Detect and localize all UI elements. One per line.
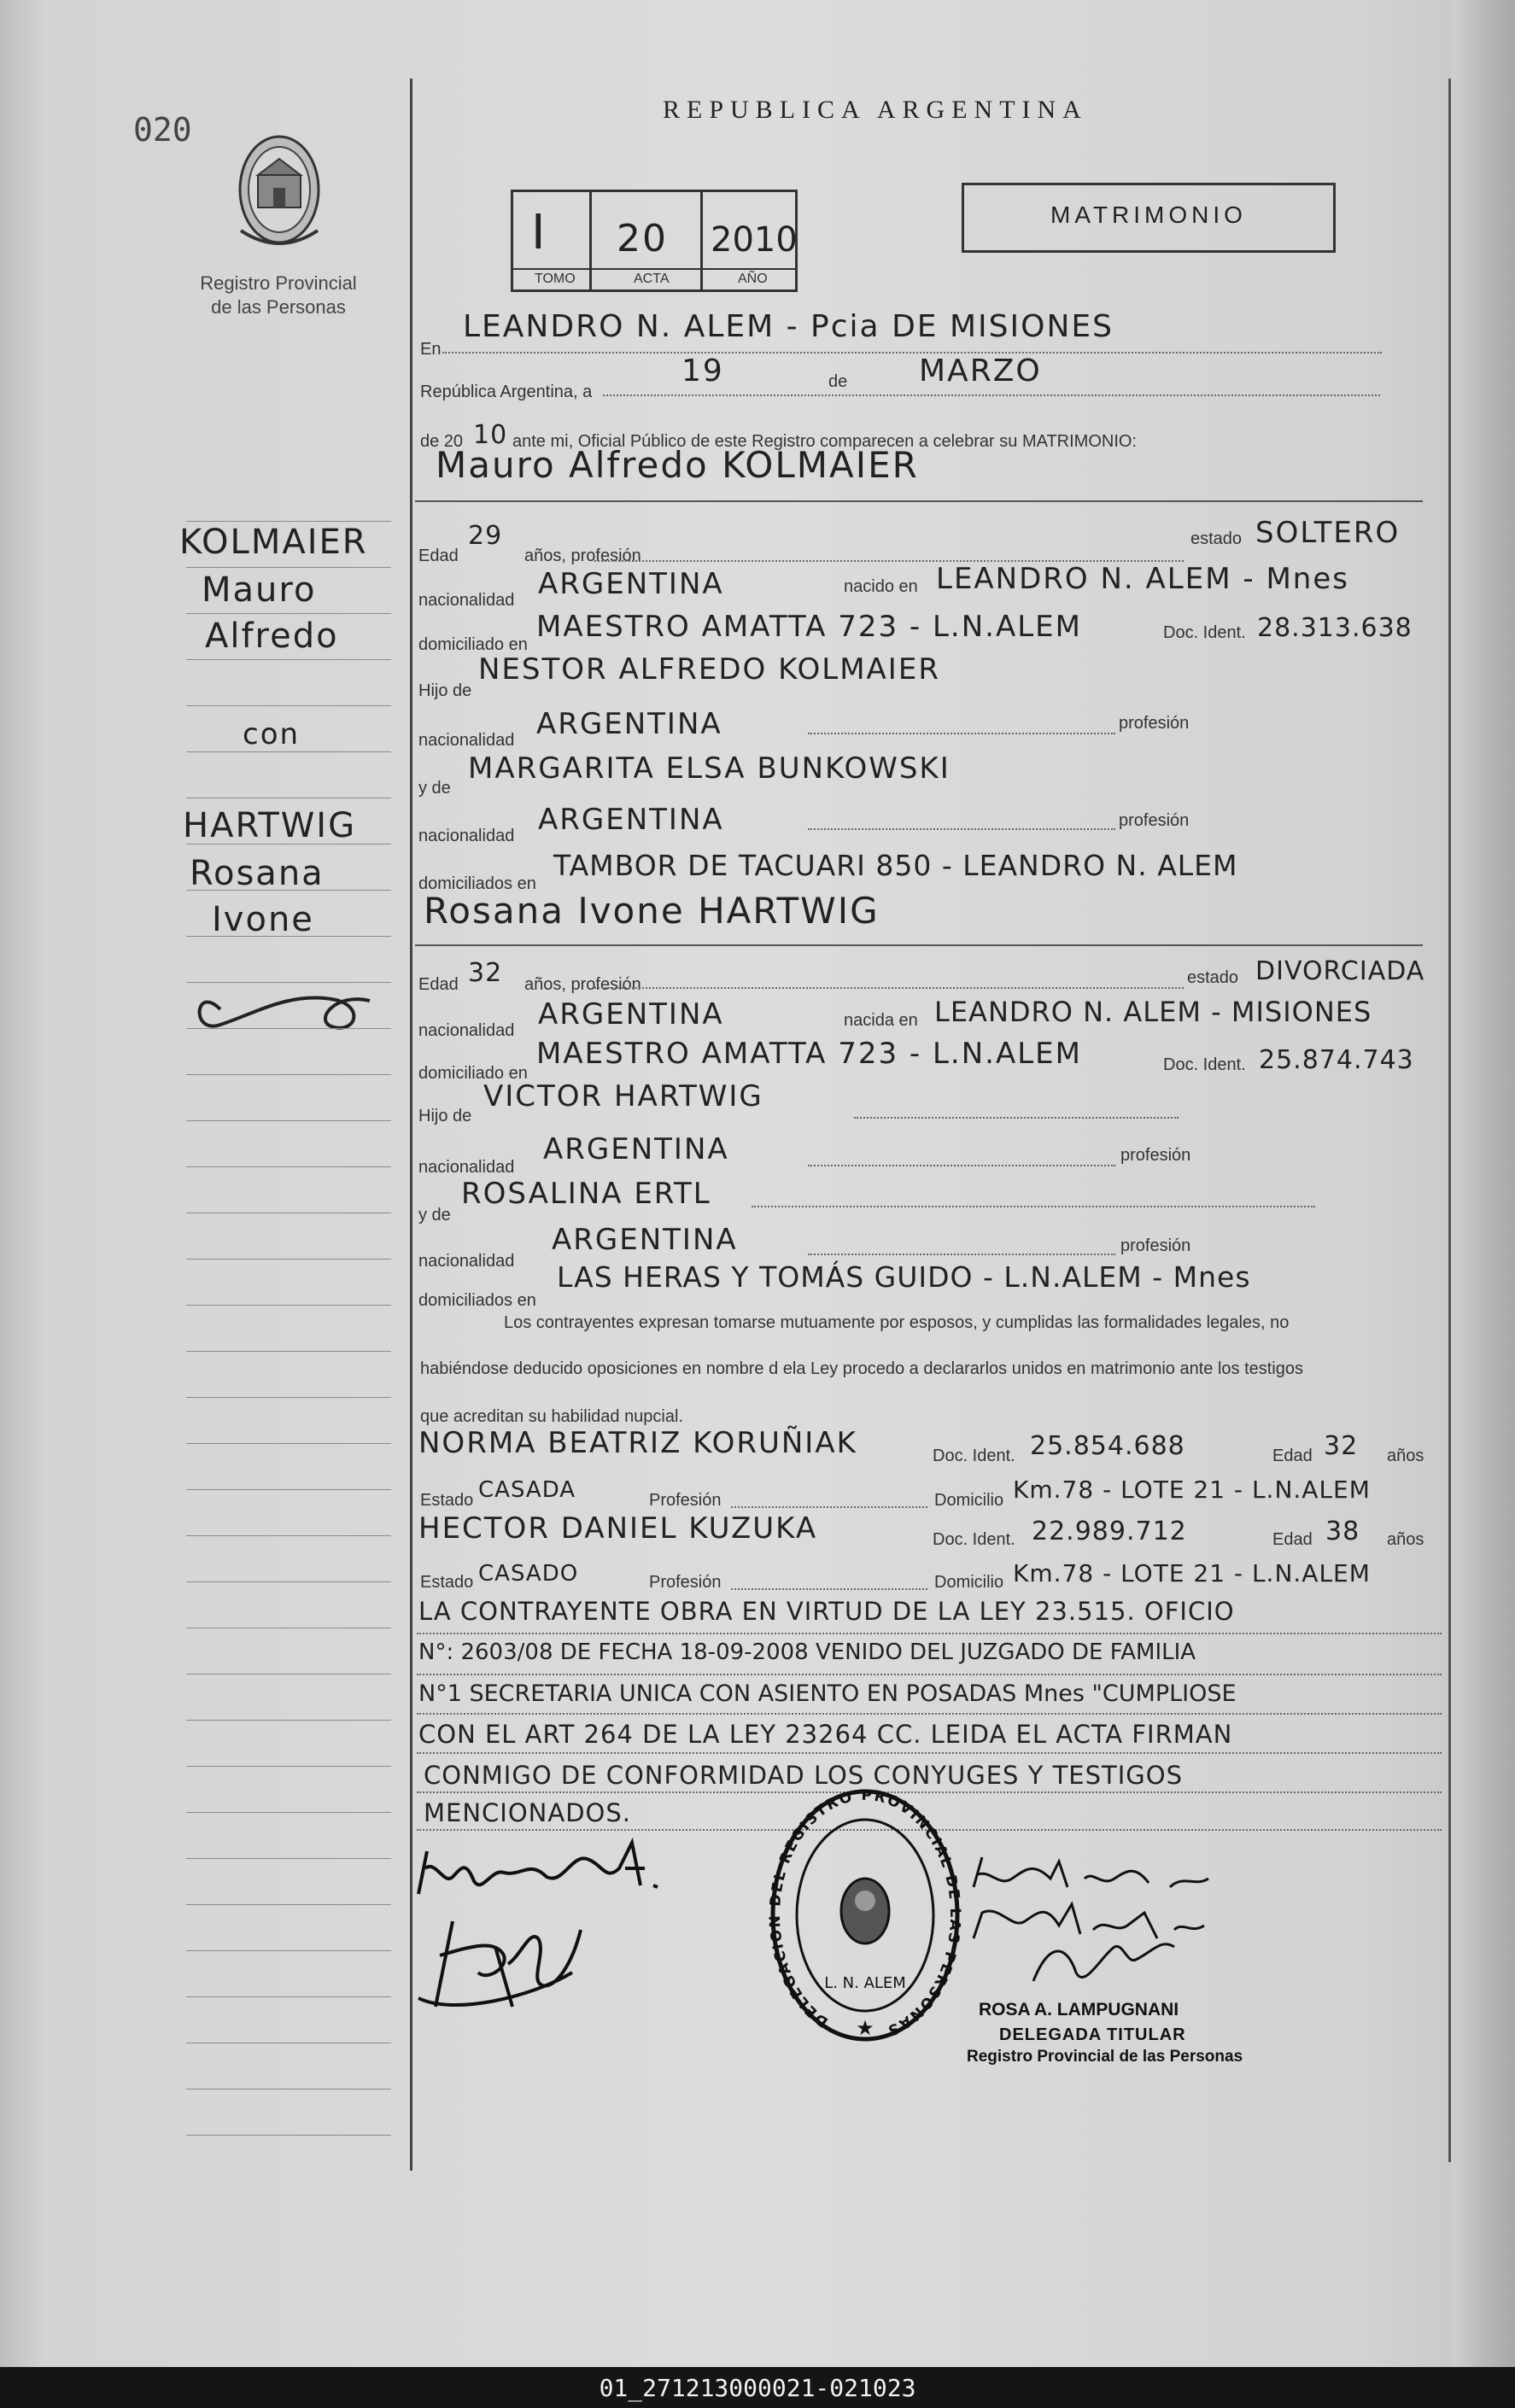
groom-nacionalidad: ARGENTINA [538,567,724,601]
page-number: 020 [133,111,192,149]
witness1-doc-label: Doc. Ident. [933,1447,1015,1465]
margin-flourish [186,975,391,1043]
intro-statement: ante mi, Oficial Público de este Registro comparecen a celebrar su MATRIMONIO: [512,432,1138,451]
margin-rule [186,567,391,568]
note-line-6: MENCIONADOS. [424,1798,631,1827]
ano-value: 2010 [711,220,798,260]
margin-rule [186,1996,391,1997]
bride-parents-dom-label: domiciliados en [418,1291,536,1310]
bride-father-prof-label: profesión [1120,1146,1191,1165]
margin-rule [186,1120,391,1121]
bride-full-name: Rosana Ivone HARTWIG [424,890,880,932]
ceremony-month: MARZO [919,354,1042,389]
witness2-name: HECTOR DANIEL KUZUKA [418,1511,818,1546]
ceremony-place: LEANDRO N. ALEM - Pcia DE MISIONES [463,309,1114,344]
bride-yde-label: y de [418,1206,451,1224]
witness2-domicilio: Km.78 - LOTE 21 - L.N.ALEM [1013,1559,1371,1587]
margin-rule [186,1535,391,1536]
margin-bride-surname: HARTWIG [183,806,357,845]
groom-estado: SOLTERO [1255,516,1401,550]
witness2-estado-label: Estado [420,1573,474,1592]
margin-groom-given2: Alfredo [205,617,339,656]
bride-nac-label: nacionalidad [418,1021,515,1040]
note-line-5: CONMIGO DE CONFORMIDAD LOS CONYUGES Y TESTIGOS [424,1761,1183,1790]
acta-label: ACTA [634,272,670,286]
bride-doc: 25.874.743 [1259,1045,1414,1075]
margin-rule [186,1904,391,1905]
margin-rule [186,1720,391,1721]
groom-dom-label: domiciliado en [418,635,528,654]
margin-rule [186,1950,391,1951]
margin-rule [186,936,391,937]
groom-mother-nac-label: nacionalidad [418,827,515,845]
witness1-estado-label: Estado [420,1491,474,1510]
document-type: MATRIMONIO [1050,202,1247,228]
margin-rule [186,1581,391,1582]
stamp-ring-text: DELEGACION DEL REGISTRO PROVINCIAL DE LAS PERSONAS [767,1786,963,2040]
margin-rule [186,751,391,752]
witness1-dom-label: Domicilio [934,1491,1004,1510]
bride-address: MAESTRO AMATTA 723 - L.N.ALEM [536,1037,1082,1071]
margin-rule [186,1397,391,1398]
bride-age: 32 [468,958,503,988]
bride-nacida-label: nacida en [844,1011,918,1030]
margin-rule [186,613,391,614]
margin-rule [186,1443,391,1444]
groom-full-name: Mauro Alfredo KOLMAIER [436,444,919,486]
groom-address: MAESTRO AMATTA 723 - L.N.ALEM [536,610,1082,644]
margin-bride-given1: Rosana [190,854,325,893]
margin-connector: con [243,717,301,751]
margin-groom-given1: Mauro [202,570,317,610]
groom-parents-address: TAMBOR DE TACUARI 850 - LEANDRO N. ALEM [553,849,1238,882]
witness2-prof-label: Profesión [649,1573,722,1592]
provincial-crest-icon [232,128,326,256]
witness1-name: NORMA BEATRIZ KORUÑIAK [418,1426,857,1460]
margin-rule [186,1351,391,1352]
bride-anos-label: años, profesión [524,975,641,994]
note-rule [417,1752,1442,1754]
witness2-dom-label: Domicilio [934,1573,1004,1592]
groom-mother: MARGARITA ELSA BUNKOWSKI [468,751,951,786]
groom-father-prof-label: profesión [1119,714,1190,733]
margin-rule [186,890,391,891]
margin-rule [186,1766,391,1767]
groom-age: 29 [468,521,503,551]
groom-nacido-label: nacido en [844,577,918,596]
signatory-name: ROSA A. LAMPUGNANI [979,2000,1179,2019]
en-label: En [420,340,442,359]
groom-father: NESTOR ALFREDO KOLMAIER [478,652,940,687]
declaration-line-1: Los contrayentes expresan tomarse mutuamente por esposos, y cumplidas las formalidades legales, no [504,1313,1290,1332]
bride-signature [401,1904,606,2032]
signatory-office: Registro Provincial de las Personas [967,2048,1243,2066]
groom-doc-label: Doc. Ident. [1163,623,1246,642]
bride-father: VICTOR HARTWIG [483,1079,763,1113]
witness2-edad-label: Edad [1272,1530,1313,1549]
groom-birthplace: LEANDRO N. ALEM - Mnes [936,562,1349,596]
witness2-doc-label: Doc. Ident. [933,1530,1015,1549]
groom-hijo-label: Hijo de [418,681,472,700]
bride-estado-label: estado [1187,968,1239,987]
note-line-1: LA CONTRAYENTE OBRA EN VIRTUD DE LA LEY 23.515. OFICIO [418,1597,1235,1626]
witness1-doc: 25.854.688 [1030,1431,1185,1461]
bride-edad-label: Edad [418,975,459,994]
witness1-anos-label: años [1387,1447,1424,1465]
margin-rule [186,1259,391,1260]
groom-nac-label: nacionalidad [418,591,515,610]
witness-signatures [965,1853,1307,1998]
witness2-anos-label: años [1387,1530,1424,1549]
bride-mother-nac: ARGENTINA [552,1223,738,1257]
witness1-estado: CASADA [478,1477,576,1503]
right-border-line [1448,79,1451,2162]
margin-rule [186,1858,391,1859]
bride-estado: DIVORCIADA [1255,956,1425,986]
witness1-age: 32 [1324,1431,1359,1461]
margin-rule [186,1812,391,1813]
note-rule [417,1633,1442,1634]
tomo-label: TOMO [535,272,576,286]
signatory-title: DELEGADA TITULAR [999,2025,1186,2044]
registry-name: Registro Provincial de las Personas [200,272,357,318]
margin-rule [186,1074,391,1075]
groom-yde-label: y de [418,779,451,798]
margin-rule [186,2135,391,2136]
groom-mother-nac: ARGENTINA [538,803,724,837]
margin-rule [186,982,391,983]
margin-rule [186,705,391,706]
margin-groom-surname: KOLMAIER [179,523,368,562]
bride-dom-label: domiciliado en [418,1064,528,1083]
groom-estado-label: estado [1190,529,1243,548]
declaration-line-2: habiéndose deducido oposiciones en nombre d ela Ley procedo a declararlos unidos en matrimonio ante los testigos [420,1359,1303,1378]
bride-father-nac-label: nacionalidad [418,1158,515,1177]
groom-mother-prof-label: profesión [1119,811,1190,830]
margin-rule [186,659,391,660]
margin-rule [186,1028,391,1029]
year-suffix: 10 [473,420,508,450]
year-prefix: de 20 [420,432,464,451]
ceremony-day: 19 [681,354,724,389]
groom-father-nac-label: nacionalidad [418,731,515,750]
witness1-prof-label: Profesión [649,1491,722,1510]
note-rule [417,1713,1442,1715]
note-rule [417,1674,1442,1675]
bride-doc-label: Doc. Ident. [1163,1055,1246,1074]
margin-bride-given2: Ivone [212,900,314,939]
bride-mother: ROSALINA ERTL [461,1177,711,1211]
witness2-estado: CASADO [478,1561,579,1587]
bride-birthplace: LEANDRO N. ALEM - MISIONES [934,996,1372,1028]
margin-rule [186,1489,391,1490]
bride-mother-nac-label: nacionalidad [418,1252,515,1271]
scan-footer [0,2367,1515,2408]
margin-rule [186,844,391,845]
declaration-line-3: que acreditan su habilidad nupcial. [420,1407,683,1426]
ano-label: AÑO [738,272,768,286]
margin-rule [186,1166,391,1167]
svg-text:★: ★ [856,2017,874,2040]
de-label: de [828,372,848,391]
bride-parents-address: LAS HERAS Y TOMÁS GUIDO - L.N.ALEM - Mnes [557,1260,1251,1294]
witness2-doc: 22.989.712 [1032,1517,1187,1546]
country-title: REPUBLICA ARGENTINA [663,96,1088,124]
bride-mother-prof-label: profesión [1120,1236,1191,1255]
witness1-edad-label: Edad [1272,1447,1313,1465]
bride-nacionalidad: ARGENTINA [538,997,724,1032]
acta-value: 20 [617,217,668,260]
republica-label: República Argentina, a [420,383,593,401]
margin-rule [186,521,391,522]
official-stamp [767,1783,963,2056]
groom-doc: 28.313.638 [1257,613,1413,643]
bride-hijo-label: Hijo de [418,1107,472,1125]
note-line-2: N°: 2603/08 DE FECHA 18-09-2008 VENIDO DEL JUZGADO DE FAMILIA [418,1639,1196,1665]
bride-father-nac: ARGENTINA [543,1132,729,1166]
margin-rule [186,1305,391,1306]
groom-anos-label: años, profesión [524,546,641,565]
groom-edad-label: Edad [418,546,459,565]
tomo-value: I [531,205,547,260]
footer-id: 01_271213000021-021023 [599,2373,916,2402]
groom-father-nac: ARGENTINA [536,707,722,741]
groom-parents-dom-label: domiciliados en [418,874,536,893]
witness1-domicilio: Km.78 - LOTE 21 - L.N.ALEM [1013,1476,1371,1504]
note-line-3: N°1 SECRETARIA UNICA CON ASIENTO EN POSADAS Mnes "CUMPLIOSE [418,1680,1237,1707]
stamp-center-text: L. N. ALEM [824,1974,906,1992]
witness2-age: 38 [1325,1517,1360,1546]
note-line-4: CON EL ART 264 DE LA LEY 23264 CC. LEIDA EL ACTA FIRMAN [418,1720,1233,1749]
book-edge [1452,0,1515,2367]
